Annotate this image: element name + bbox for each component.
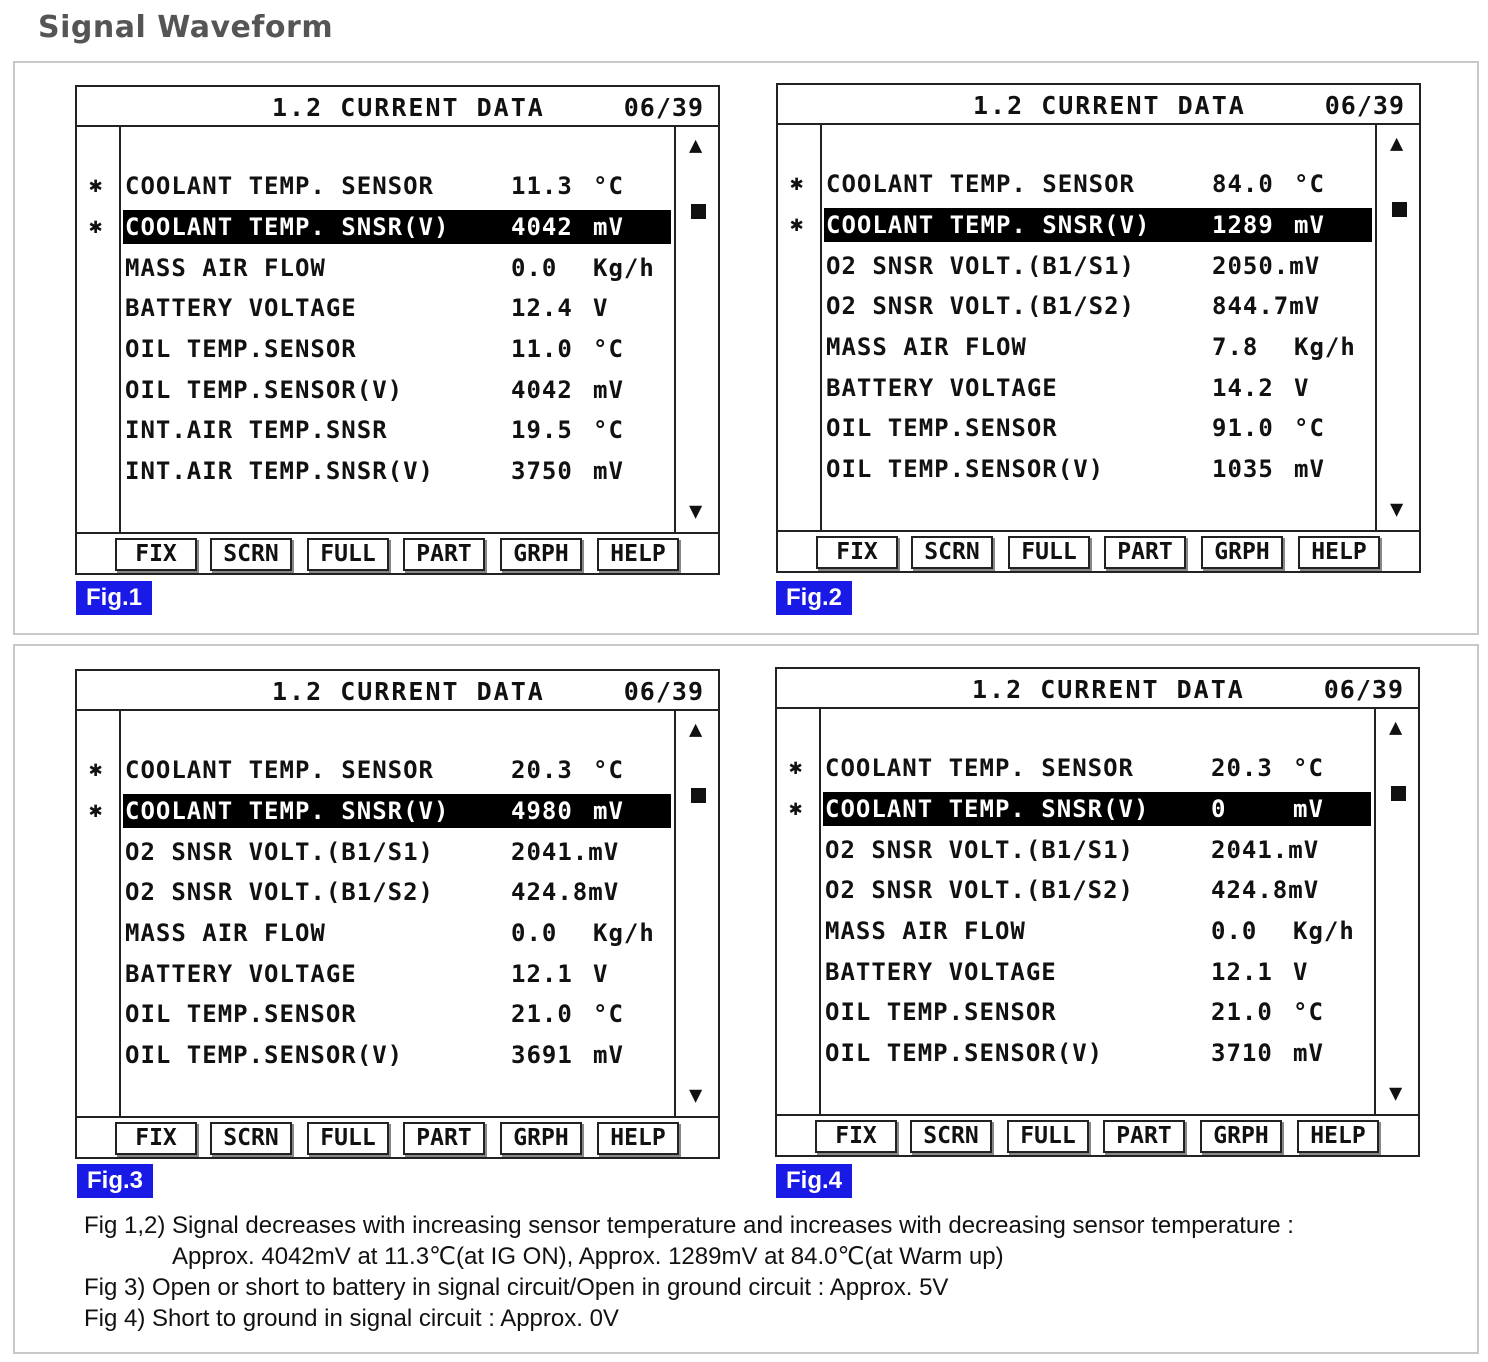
data-row[interactable] — [824, 208, 1372, 242]
parameter-value: 21.0 — [1211, 998, 1273, 1026]
parameter-value: 424.8mV — [511, 878, 620, 906]
parameter-label: MASS AIR FLOW — [125, 254, 326, 282]
fkey-fix-button[interactable]: FIX — [816, 536, 898, 569]
data-row[interactable] — [824, 249, 1372, 283]
scroll-up-icon[interactable]: ▲ — [1390, 131, 1404, 156]
parameter-value: 0.0 — [511, 254, 558, 282]
parameter-label: O2 SNSR VOLT.(B1/S1) — [826, 252, 1135, 280]
data-row[interactable] — [823, 914, 1371, 948]
figure-label: Fig.2 — [776, 581, 852, 615]
parameter-unit: °C — [1294, 170, 1325, 198]
fkey-grph-button[interactable]: GRPH — [500, 1122, 582, 1155]
data-row[interactable] — [123, 251, 671, 285]
data-row[interactable] — [823, 751, 1371, 785]
scroll-thumb[interactable] — [691, 788, 706, 803]
scanner-screen-fig3 — [75, 669, 720, 1159]
selected-mark-icon: ✱ — [89, 757, 103, 782]
parameter-value: 3691 — [511, 1041, 573, 1069]
parameter-value: 21.0 — [511, 1000, 573, 1028]
parameter-unit: mV — [593, 213, 624, 241]
parameter-label: O2 SNSR VOLT.(B1/S1) — [125, 838, 434, 866]
scroll-thumb[interactable] — [691, 204, 706, 219]
column-divider — [820, 125, 822, 531]
page-counter: 06/39 — [1323, 675, 1404, 704]
data-row[interactable] — [123, 875, 671, 909]
scroll-down-icon[interactable]: ▼ — [689, 499, 703, 524]
fkey-part-button[interactable]: PART — [1103, 1120, 1185, 1153]
parameter-value: 0.0 — [511, 919, 558, 947]
selected-mark-icon: ✱ — [89, 798, 103, 823]
scroll-up-icon[interactable]: ▲ — [689, 717, 703, 742]
parameter-unit: V — [593, 294, 609, 322]
scrollbar-divider — [1374, 709, 1376, 1115]
scroll-thumb[interactable] — [1392, 202, 1407, 217]
parameter-label: MASS AIR FLOW — [125, 919, 326, 947]
parameter-value: 424.8mV — [1211, 876, 1320, 904]
data-row[interactable] — [823, 995, 1371, 1029]
data-row[interactable] — [123, 210, 671, 244]
scroll-down-icon[interactable]: ▼ — [1389, 1081, 1403, 1106]
parameter-unit: °C — [1293, 998, 1324, 1026]
parameter-unit: °C — [593, 1000, 624, 1028]
parameter-unit: mV — [1294, 211, 1325, 239]
note-line-4: Fig 4) Short to ground in signal circuit : Approx. 0V — [84, 1305, 619, 1332]
parameter-unit: °C — [1293, 754, 1324, 782]
parameter-label: O2 SNSR VOLT.(B1/S1) — [825, 836, 1134, 864]
screen-title: 1.2 CURRENT DATA — [272, 677, 545, 706]
parameter-label: OIL TEMP.SENSOR — [125, 335, 357, 363]
note-line-1: Fig 1,2) Signal decreases with increasing sensor temperature and increases with decreasing sensor temperature : — [84, 1212, 1294, 1239]
data-row[interactable] — [123, 454, 671, 488]
fkey-grph-button[interactable]: GRPH — [1200, 1120, 1282, 1153]
page-counter: 06/39 — [623, 93, 704, 122]
data-row[interactable] — [123, 332, 671, 366]
parameter-value: 4042 — [511, 213, 573, 241]
data-row[interactable] — [123, 169, 671, 203]
parameter-label: COOLANT TEMP. SENSOR — [826, 170, 1135, 198]
screen-header — [77, 87, 718, 127]
parameter-value: 91.0 — [1212, 414, 1274, 442]
parameter-value: 4980 — [511, 797, 573, 825]
parameter-unit: mV — [1294, 455, 1325, 483]
screen-header — [77, 671, 718, 711]
parameter-unit: V — [1294, 374, 1310, 402]
data-row[interactable] — [123, 1038, 671, 1072]
fkey-full-button[interactable]: FULL — [307, 538, 389, 571]
parameter-label: OIL TEMP.SENSOR(V) — [825, 1039, 1104, 1067]
page-counter: 06/39 — [1324, 91, 1405, 120]
parameter-value: 1035 — [1212, 455, 1274, 483]
parameter-unit: Kg/h — [1294, 333, 1356, 361]
column-divider — [119, 711, 121, 1117]
parameter-label: O2 SNSR VOLT.(B1/S2) — [825, 876, 1134, 904]
note-line-2: Approx. 4042mV at 11.3℃(at IG ON), Approx. 1289mV at 84.0℃(at Warm up) — [172, 1243, 1004, 1270]
page-counter: 06/39 — [623, 677, 704, 706]
fkey-fix-button[interactable]: FIX — [815, 1120, 897, 1153]
function-key-bar — [77, 532, 718, 573]
parameter-value: 20.3 — [511, 756, 573, 784]
fkey-scrn-button[interactable]: SCRN — [210, 538, 292, 571]
fkey-grph-button[interactable]: GRPH — [1201, 536, 1283, 569]
data-row[interactable] — [123, 957, 671, 991]
screen-title: 1.2 CURRENT DATA — [972, 675, 1245, 704]
parameter-label: MASS AIR FLOW — [825, 917, 1026, 945]
parameter-label: COOLANT TEMP. SNSR(V) — [125, 797, 450, 825]
parameter-unit: °C — [593, 172, 624, 200]
fkey-full-button[interactable]: FULL — [307, 1122, 389, 1155]
parameter-value: 11.3 — [511, 172, 573, 200]
parameter-value: 84.0 — [1212, 170, 1274, 198]
data-row[interactable] — [823, 1036, 1371, 1070]
parameter-label: INT.AIR TEMP.SNSR — [125, 416, 388, 444]
fkey-help-button[interactable]: HELP — [597, 538, 679, 571]
scanner-screen-fig1 — [75, 85, 720, 575]
parameter-unit: °C — [593, 416, 624, 444]
scanner-screen-fig2 — [776, 83, 1421, 573]
parameter-unit: °C — [593, 756, 624, 784]
figure-label: Fig.4 — [776, 1164, 852, 1198]
parameter-label: OIL TEMP.SENSOR(V) — [826, 455, 1105, 483]
fkey-full-button[interactable]: FULL — [1008, 536, 1090, 569]
parameter-label: OIL TEMP.SENSOR — [825, 998, 1057, 1026]
parameter-value: 0.0 — [1211, 917, 1258, 945]
fkey-scrn-button[interactable]: SCRN — [911, 536, 993, 569]
fkey-help-button[interactable]: HELP — [1298, 536, 1380, 569]
parameter-unit: Kg/h — [1293, 917, 1355, 945]
parameter-label: OIL TEMP.SENSOR — [826, 414, 1058, 442]
parameter-unit: mV — [1293, 795, 1324, 823]
selected-mark-icon: ✱ — [790, 212, 804, 237]
figure-label: Fig.3 — [77, 1164, 153, 1198]
screen-header — [777, 669, 1418, 709]
data-row[interactable] — [123, 794, 671, 828]
data-row[interactable] — [123, 753, 671, 787]
parameter-label: O2 SNSR VOLT.(B1/S2) — [125, 878, 434, 906]
fkey-part-button[interactable]: PART — [403, 538, 485, 571]
parameter-unit: mV — [593, 797, 624, 825]
parameter-label: BATTERY VOLTAGE — [825, 958, 1057, 986]
column-divider — [119, 127, 121, 533]
data-row[interactable] — [824, 452, 1372, 486]
scanner-screen-fig4 — [775, 667, 1420, 1157]
fkey-scrn-button[interactable]: SCRN — [210, 1122, 292, 1155]
parameter-value: 3750 — [511, 457, 573, 485]
parameter-value: 20.3 — [1211, 754, 1273, 782]
parameter-unit: °C — [1294, 414, 1325, 442]
screen-header — [778, 85, 1419, 125]
fkey-full-button[interactable]: FULL — [1007, 1120, 1089, 1153]
note-line-3: Fig 3) Open or short to battery in signal circuit/Open in ground circuit : Approx. 5V — [84, 1274, 949, 1301]
parameter-label: COOLANT TEMP. SENSOR — [125, 172, 434, 200]
data-row[interactable] — [123, 413, 671, 447]
parameter-value: 14.2 — [1212, 374, 1274, 402]
screen-title: 1.2 CURRENT DATA — [272, 93, 545, 122]
function-key-bar — [777, 1114, 1418, 1155]
scrollbar-divider — [674, 711, 676, 1117]
parameter-unit: mV — [593, 1041, 624, 1069]
column-divider — [819, 709, 821, 1115]
parameter-label: OIL TEMP.SENSOR(V) — [125, 376, 404, 404]
parameter-label: COOLANT TEMP. SNSR(V) — [125, 213, 450, 241]
scroll-up-icon[interactable]: ▲ — [689, 133, 703, 158]
data-row[interactable] — [824, 167, 1372, 201]
parameter-label: BATTERY VOLTAGE — [826, 374, 1058, 402]
parameter-label: MASS AIR FLOW — [826, 333, 1027, 361]
parameter-value: 1289 — [1212, 211, 1274, 239]
parameter-unit: Kg/h — [593, 254, 655, 282]
function-key-bar — [778, 530, 1419, 571]
parameter-value: 844.7mV — [1212, 292, 1321, 320]
parameter-value: 2050.mV — [1212, 252, 1321, 280]
parameter-label: COOLANT TEMP. SENSOR — [125, 756, 434, 784]
parameter-value: 19.5 — [511, 416, 573, 444]
parameter-label: COOLANT TEMP. SENSOR — [825, 754, 1134, 782]
data-row[interactable] — [824, 371, 1372, 405]
parameter-unit: mV — [1293, 1039, 1324, 1067]
selected-mark-icon: ✱ — [789, 796, 803, 821]
data-row[interactable] — [123, 835, 671, 869]
scroll-down-icon[interactable]: ▼ — [689, 1083, 703, 1108]
selected-mark-icon: ✱ — [790, 171, 804, 196]
parameter-value: 12.1 — [1211, 958, 1273, 986]
fkey-grph-button[interactable]: GRPH — [500, 538, 582, 571]
parameter-unit: V — [593, 960, 609, 988]
fkey-help-button[interactable]: HELP — [1297, 1120, 1379, 1153]
fkey-fix-button[interactable]: FIX — [115, 1122, 197, 1155]
parameter-unit: V — [1293, 958, 1309, 986]
parameter-unit: mV — [593, 376, 624, 404]
data-row[interactable] — [823, 792, 1371, 826]
parameter-label: BATTERY VOLTAGE — [125, 294, 357, 322]
data-row[interactable] — [123, 916, 671, 950]
fkey-scrn-button[interactable]: SCRN — [910, 1120, 992, 1153]
selected-mark-icon: ✱ — [789, 755, 803, 780]
parameter-label: COOLANT TEMP. SNSR(V) — [826, 211, 1151, 239]
fkey-help-button[interactable]: HELP — [597, 1122, 679, 1155]
fkey-part-button[interactable]: PART — [403, 1122, 485, 1155]
figure-label: Fig.1 — [76, 581, 152, 615]
parameter-value: 11.0 — [511, 335, 573, 363]
parameter-label: BATTERY VOLTAGE — [125, 960, 357, 988]
scroll-up-icon[interactable]: ▲ — [1389, 715, 1403, 740]
parameter-label: COOLANT TEMP. SNSR(V) — [825, 795, 1150, 823]
data-row[interactable] — [824, 411, 1372, 445]
scroll-thumb[interactable] — [1391, 786, 1406, 801]
parameter-value: 12.4 — [511, 294, 573, 322]
data-row[interactable] — [823, 833, 1371, 867]
fkey-fix-button[interactable]: FIX — [115, 538, 197, 571]
parameter-unit: Kg/h — [593, 919, 655, 947]
scrollbar-divider — [1375, 125, 1377, 531]
notes — [84, 1210, 1294, 1334]
selected-mark-icon: ✱ — [89, 173, 103, 198]
data-row[interactable] — [123, 291, 671, 325]
parameter-label: OIL TEMP.SENSOR — [125, 1000, 357, 1028]
parameter-label: O2 SNSR VOLT.(B1/S2) — [826, 292, 1135, 320]
parameter-value: 2041.mV — [511, 838, 620, 866]
screen-title: 1.2 CURRENT DATA — [973, 91, 1246, 120]
data-row[interactable] — [123, 373, 671, 407]
data-row[interactable] — [123, 997, 671, 1031]
parameter-value: 3710 — [1211, 1039, 1273, 1067]
parameter-unit: mV — [593, 457, 624, 485]
parameter-label: OIL TEMP.SENSOR(V) — [125, 1041, 404, 1069]
parameter-unit: °C — [593, 335, 624, 363]
data-row[interactable] — [823, 873, 1371, 907]
data-row[interactable] — [824, 330, 1372, 364]
parameter-value: 2041.mV — [1211, 836, 1320, 864]
page-title: Signal Waveform — [38, 10, 334, 45]
data-row[interactable] — [824, 289, 1372, 323]
parameter-value: 7.8 — [1212, 333, 1259, 361]
parameter-value: 0 — [1211, 795, 1227, 823]
parameter-value: 12.1 — [511, 960, 573, 988]
fkey-part-button[interactable]: PART — [1104, 536, 1186, 569]
scrollbar-divider — [674, 127, 676, 533]
function-key-bar — [77, 1116, 718, 1157]
parameter-value: 4042 — [511, 376, 573, 404]
data-row[interactable] — [823, 955, 1371, 989]
parameter-label: INT.AIR TEMP.SNSR(V) — [125, 457, 434, 485]
selected-mark-icon: ✱ — [89, 214, 103, 239]
scroll-down-icon[interactable]: ▼ — [1390, 497, 1404, 522]
